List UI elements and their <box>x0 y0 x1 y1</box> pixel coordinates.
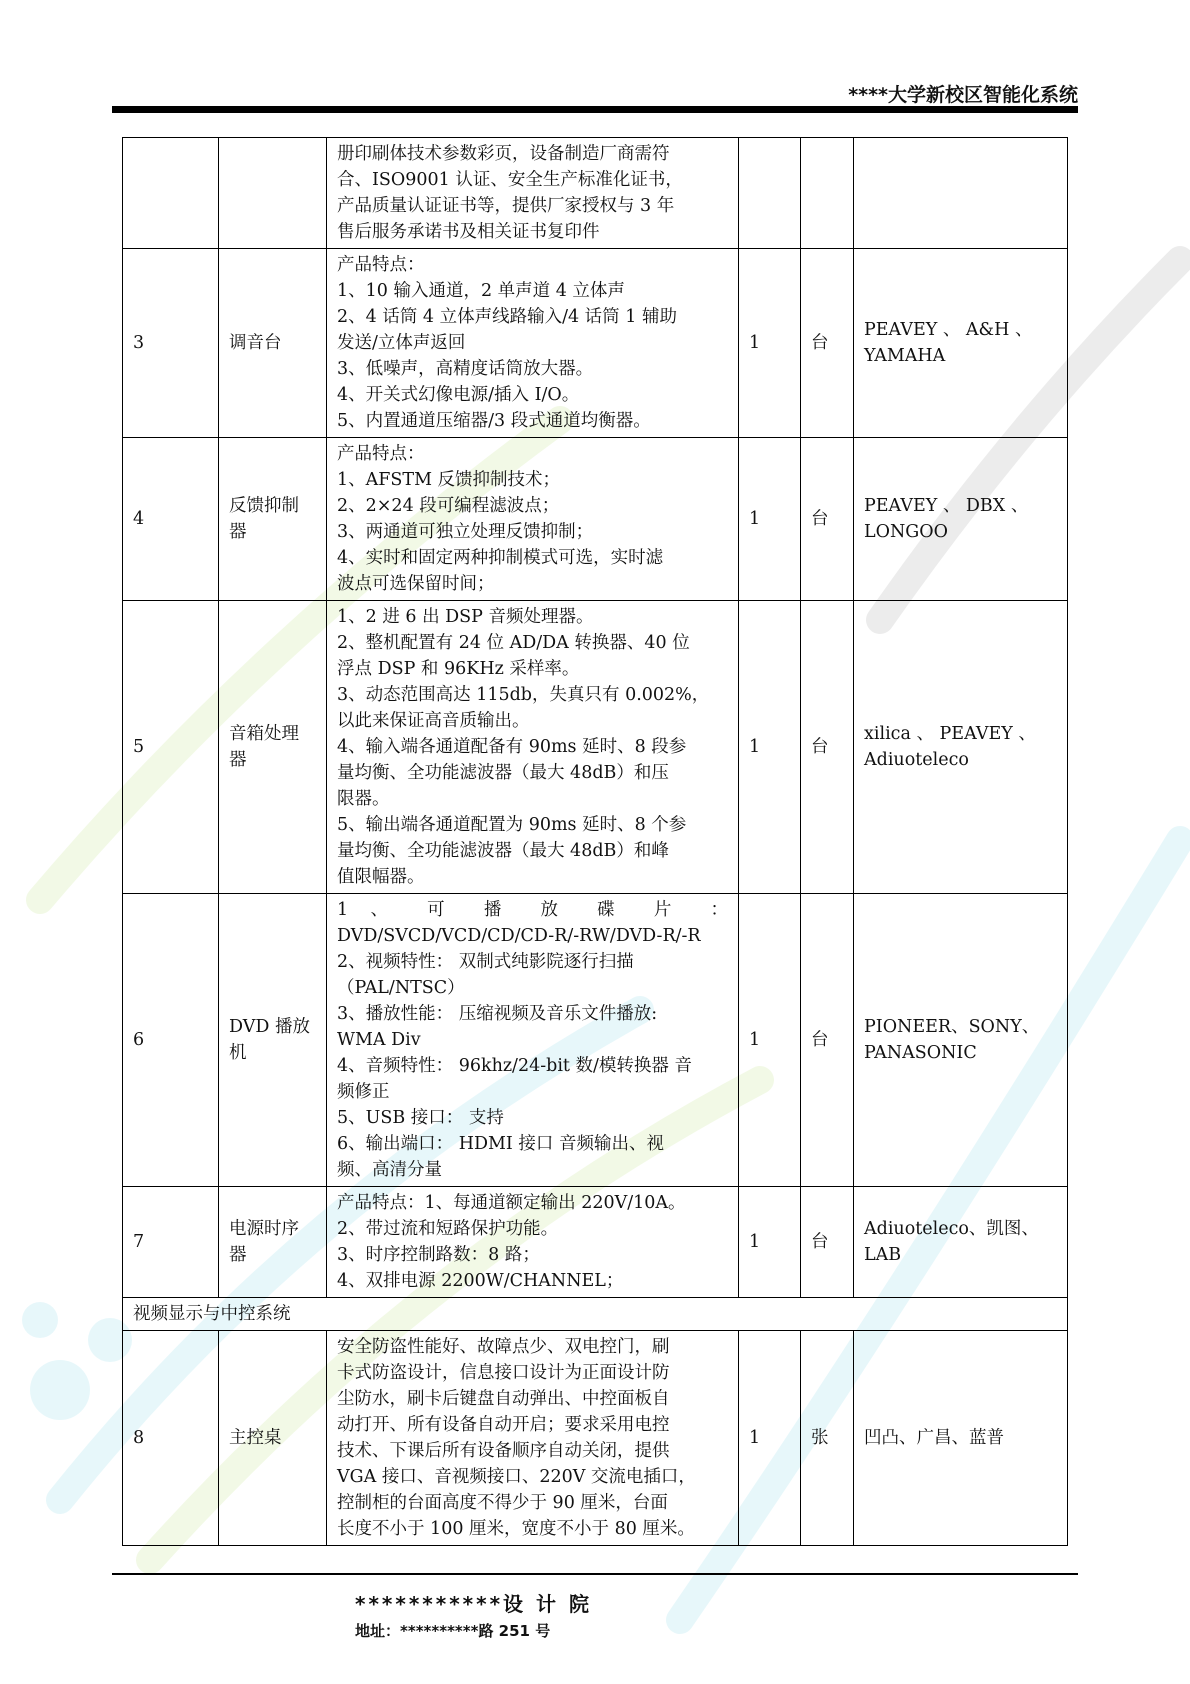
item-brand-cell <box>854 138 1068 249</box>
brand-line: YAMAHA <box>864 346 946 366</box>
description-line: 4、实时和固定两种抑制模式可选，实时滤 <box>337 548 664 568</box>
item-name-cell: 主控桌 <box>219 1331 327 1546</box>
item-quantity-cell: 1 <box>739 1331 801 1546</box>
brand-line: PANASONIC <box>864 1043 977 1063</box>
item-brand-cell <box>854 1187 1068 1298</box>
item-number-cell: 8 <box>123 1331 219 1546</box>
footer-divider <box>112 1573 1078 1575</box>
table-row <box>123 1187 1068 1298</box>
item-number-cell: 6 <box>123 894 219 1187</box>
item-description-cell <box>327 601 739 894</box>
item-description-cell <box>327 894 739 1187</box>
brand-line: PEAVEY 、 A&H 、 <box>864 320 1033 340</box>
item-name-cell: 音箱处理器 <box>219 601 327 894</box>
item-description-cell <box>327 249 739 438</box>
description-line: DVD/SVCD/VCD/CD/CD-R/-RW/DVD-R/-R <box>337 926 701 946</box>
item-number-cell: 4 <box>123 438 219 601</box>
description-line: 以此来保证高音质输出。 <box>337 711 530 731</box>
table-body <box>123 138 1068 1546</box>
description-line: 1、AFSTM 反馈抑制技术； <box>337 470 561 490</box>
description-line: 售后服务承诺书及相关证书复印件 <box>337 222 600 242</box>
description-line: WMA Div <box>337 1030 421 1050</box>
item-quantity-cell: 1 <box>739 249 801 438</box>
description-line: 发送/立体声返回 <box>337 333 466 353</box>
description-line: 3、动态范围高达 115db，失真只有 0.002%， <box>337 685 710 705</box>
description-line: 卡式防盗设计，信息接口设计为正面设计防 <box>337 1363 670 1383</box>
item-description-cell <box>327 1187 739 1298</box>
description-line: 量均衡、全功能滤波器（最大 48dB）和峰 <box>337 841 669 861</box>
description-line: 1、10 输入通道，2 单声道 4 立体声 <box>337 281 625 301</box>
description-line: 合、ISO9001 认证、安全生产标准化证书， <box>337 170 683 190</box>
item-quantity-cell: 1 <box>739 894 801 1187</box>
table-row <box>123 1331 1068 1546</box>
description-line: VGA 接口、音视频接口、220V 交流电插口， <box>337 1467 696 1487</box>
table-row <box>123 138 1068 249</box>
item-brand-cell <box>854 1331 1068 1546</box>
description-line: 产品特点：1、每通道额定输出 220V/10A。 <box>337 1193 686 1213</box>
description-line: 3、播放性能： 压缩视频及音乐文件播放: <box>337 1004 658 1024</box>
item-number-cell: 7 <box>123 1187 219 1298</box>
brand-line: LONGOO <box>864 522 948 542</box>
item-unit-cell: 台 <box>801 249 854 438</box>
description-line: 3、时序控制路数：8 路； <box>337 1245 540 1265</box>
table-row <box>123 438 1068 601</box>
section-title: 视频显示与中控系统 <box>123 1298 1068 1331</box>
item-unit-cell: 台 <box>801 1187 854 1298</box>
description-line: 量均衡、全功能滤波器（最大 48dB）和压 <box>337 763 669 783</box>
brand-line: LAB <box>864 1245 902 1265</box>
description-line: 控制柜的台面高度不得少于 90 厘米，台面 <box>337 1493 668 1513</box>
description-line: 2、视频特性： 双制式纯影院逐行扫描 <box>337 952 634 972</box>
item-name-cell <box>219 138 327 249</box>
description-line: 限器。 <box>337 789 390 809</box>
description-line: 5、USB 接口： 支持 <box>337 1108 504 1128</box>
item-number-cell <box>123 138 219 249</box>
description-line: 频修正 <box>337 1082 390 1102</box>
item-name-cell: 电源时序器 <box>219 1187 327 1298</box>
description-line: 4、双排电源 2200W/CHANNEL； <box>337 1271 624 1291</box>
description-line: 6、输出端口： HDMI 接口 音频输出、视 <box>337 1134 664 1154</box>
section-row <box>123 1298 1068 1331</box>
item-unit-cell: 台 <box>801 438 854 601</box>
brand-line: Adiuoteleco <box>864 750 969 770</box>
description-line: 产品特点： <box>337 255 425 275</box>
item-brand-cell <box>854 601 1068 894</box>
description-line: 2、带过流和短路保护功能。 <box>337 1219 559 1239</box>
item-description-cell <box>327 1331 739 1546</box>
description-line: 技术、下课后所有设备顺序自动关闭，提供 <box>337 1441 670 1461</box>
description-line: 2、4 话筒 4 立体声线路输入/4 话筒 1 辅助 <box>337 307 677 327</box>
item-brand-cell <box>854 249 1068 438</box>
item-quantity-cell <box>739 138 801 249</box>
item-quantity-cell: 1 <box>739 438 801 601</box>
item-number-cell: 5 <box>123 601 219 894</box>
document-header-title: ****大学新校区智能化系统 <box>848 84 1078 106</box>
item-quantity-cell: 1 <box>739 1187 801 1298</box>
description-line: 册印刷体技术参数彩页，设备制造厂商需符 <box>337 144 670 164</box>
description-line: 波点可选保留时间； <box>337 574 495 594</box>
footer-company-name: ***********设 计 院 <box>355 1592 592 1616</box>
description-line: 4、音频特性： 96khz/24-bit 数/模转换器 音 <box>337 1056 692 1076</box>
item-brand-cell <box>854 438 1068 601</box>
description-line: 产品特点： <box>337 444 425 464</box>
item-name-cell: 反馈抑制器 <box>219 438 327 601</box>
item-brand-cell <box>854 894 1068 1187</box>
description-line: 5、内置通道压缩器/3 段式通道均衡器。 <box>337 411 651 431</box>
item-name-cell: DVD 播放机 <box>219 894 327 1187</box>
description-line: 长度不小于 100 厘米，宽度不小于 80 厘米。 <box>337 1519 695 1539</box>
description-line: 2、2×24 段可编程滤波点； <box>337 496 560 516</box>
table-row <box>123 894 1068 1187</box>
description-line: 安全防盗性能好、故障点少、双电控门，刷 <box>337 1337 670 1357</box>
footer-address: 地址：**********路 251 号 <box>355 1622 551 1640</box>
brand-line: PIONEER、SONY、 <box>864 1017 1040 1037</box>
description-line: 3、两通道可独立处理反馈抑制； <box>337 522 594 542</box>
brand-line: Adiuoteleco、凯图、 <box>864 1219 1039 1239</box>
item-name-cell: 调音台 <box>219 249 327 438</box>
description-line: 3、低噪声，高精度话筒放大器。 <box>337 359 594 379</box>
item-number-cell: 3 <box>123 249 219 438</box>
description-line: 值限幅器。 <box>337 867 425 887</box>
item-unit-cell: 张 <box>801 1331 854 1546</box>
table-row <box>123 601 1068 894</box>
description-line: 尘防水，刷卡后键盘自动弹出、中控面板自 <box>337 1389 670 1409</box>
description-line: 1 、 可 播 放 碟 片 ： <box>337 900 728 920</box>
description-line: 动打开、所有设备自动开启；要求采用电控 <box>337 1415 670 1435</box>
description-line: 4、开关式幻像电源/插入 I/O。 <box>337 385 580 405</box>
header-divider <box>112 106 1078 113</box>
description-line: 4、输入端各通道配备有 90ms 延时、8 段参 <box>337 737 687 757</box>
item-description-cell <box>327 438 739 601</box>
item-quantity-cell: 1 <box>739 601 801 894</box>
description-line: （PAL/NTSC） <box>337 978 465 998</box>
item-unit-cell: 台 <box>801 601 854 894</box>
item-description-cell <box>327 138 739 249</box>
item-unit-cell: 台 <box>801 894 854 1187</box>
description-line: 产品质量认证证书等，提供厂家授权与 3 年 <box>337 196 675 216</box>
description-line: 2、整机配置有 24 位 AD/DA 转换器、40 位 <box>337 633 690 653</box>
description-line: 频、高清分量 <box>337 1160 442 1180</box>
item-unit-cell <box>801 138 854 249</box>
description-line: 浮点 DSP 和 96KHz 采样率。 <box>337 659 580 679</box>
brand-line: 凹凸、广昌、蓝普 <box>864 1428 1004 1448</box>
brand-line: PEAVEY 、 DBX 、 <box>864 496 1029 516</box>
brand-line: xilica 、 PEAVEY 、 <box>864 724 1036 744</box>
equipment-spec-table <box>122 137 1068 1546</box>
description-line: 5、输出端各通道配置为 90ms 延时、8 个参 <box>337 815 687 835</box>
description-line: 1、2 进 6 出 DSP 音频处理器。 <box>337 607 594 627</box>
table-row <box>123 249 1068 438</box>
